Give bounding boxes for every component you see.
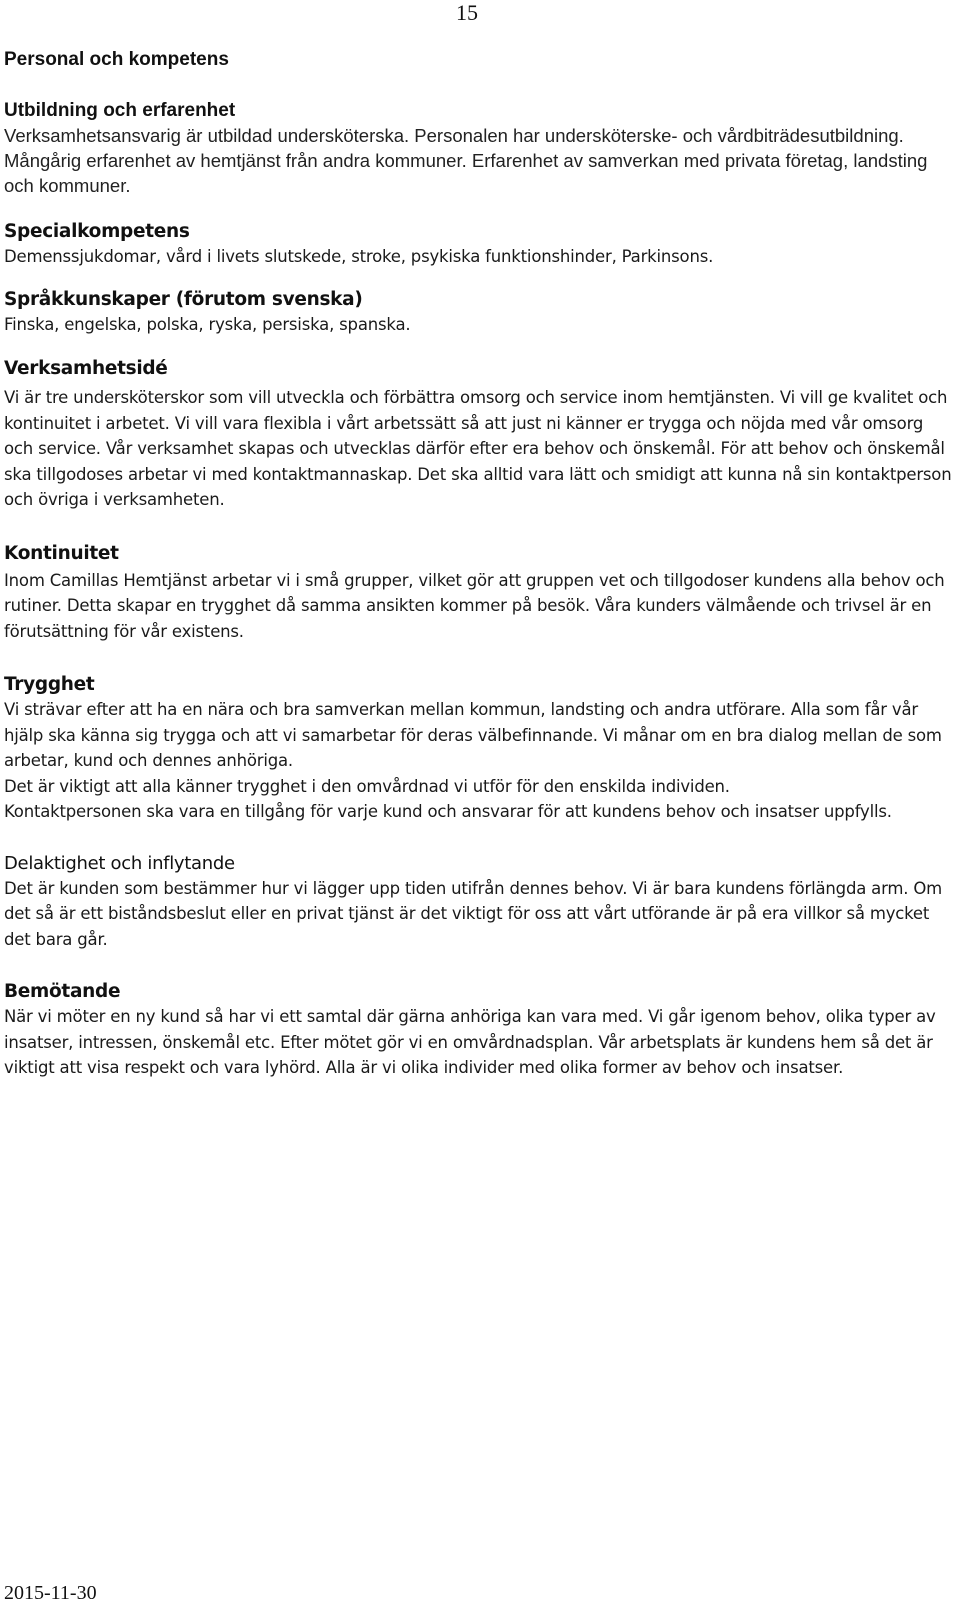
participation-heading: Delaktighet och inflytande <box>4 852 235 874</box>
special-text: Demenssjukdomar, vård i livets slutskede, stroke, psykiska funktionshinder, Parkinsons. <box>4 247 714 266</box>
special-heading: Specialkompetens <box>4 221 190 242</box>
page-title: Personal och kompetens <box>4 49 229 70</box>
languages-text: Finska, engelska, polska, ryska, persiska, spanska. <box>4 314 411 334</box>
education-heading: Utbildning och erfarenhet <box>4 100 236 121</box>
languages-heading: Språkkunskaper (förutom svenska) <box>4 288 363 310</box>
continuity-heading: Kontinuitet <box>4 542 119 564</box>
safety-text-2: Det är viktigt att alla känner trygghet i den omvårdnad vi utför för den enskilda individen. <box>4 776 730 796</box>
idea-heading: Verksamhetsidé <box>4 358 168 379</box>
education-text: Verksamhetsansvarig är utbildad undersköterska. Personalen har undersköterske- och vårdbiträdesutbildning. Mångårig erfarenhet av hemtjänst från andra kommuner. Erfarenhet av samverkan med privata företag, landsting och kommuner. <box>4 125 928 196</box>
document-body <box>4 48 954 1081</box>
treatment-heading: Bemötande <box>4 981 121 1002</box>
participation-text: Det är kunden som bestämmer hur vi lägger upp tiden utifrån dennes behov. Vi är bara kundens förlängda arm. Om det så är ett biståndsbeslut eller en privat tjänst är det viktigt för oss att vårt utförande är på era villkor så mycket det bara går. <box>4 878 943 949</box>
footer-date: 2015-11-30 <box>4 1582 97 1604</box>
safety-text-1: Vi strävar efter att ha en nära och bra samverkan mellan kommun, landsting och andra utförare. Alla som får vår hjälp ska känna sig trygga och att vi samarbetar för deras välbefinnande. Vi månar om en bra dialog mellan de som arbetar, kund och dennes anhöriga. <box>4 700 942 770</box>
idea-text: Vi är tre undersköterskor som vill utveckla och förbättra omsorg och service inom hemtjänsten. Vi vill ge kvalitet och kontinuitet i arbetet. Vi vill vara flexibla i vårt arbetssätt så att just ni känner er trygga och nöjda med vår omsorg och service. Vår verksamhet skapas och utvecklas därför efter era behov och önskemål. För att behov och önskemål ska tillgodoses arbetar vi med kontaktmannaskap. Det ska alltid vara lätt och smidigt att kunna nå sin kontaktperson och övriga i verksamheten. <box>4 388 952 509</box>
safety-heading: Trygghet <box>4 674 95 695</box>
treatment-text: När vi möter en ny kund så har vi ett samtal där gärna anhöriga kan vara med. Vi går igenom behov, olika typer av insatser, intressen, önskemål etc. Efter mötet gör vi en omvårdnadsplan. Vår arbetsplats är kundens hem så det är viktigt att visa respekt och vara lyhörd. Alla är vi olika individer med olika former av behov och insatser. <box>4 1007 936 1077</box>
safety-text-3: Kontaktpersonen ska vara en tillgång för varje kund och ansvarar för att kundens behov och insatser uppfylls. <box>4 802 892 821</box>
continuity-text: Inom Camillas Hemtjänst arbetar vi i små grupper, vilket gör att gruppen vet och tillgodoser kundens alla behov och rutiner. Detta skapar en trygghet då samma ansikten kommer på besök. Våra kunders välmående och trivsel är en förutsättning för vår existens. <box>4 570 945 641</box>
page-number: 15 <box>456 0 478 25</box>
